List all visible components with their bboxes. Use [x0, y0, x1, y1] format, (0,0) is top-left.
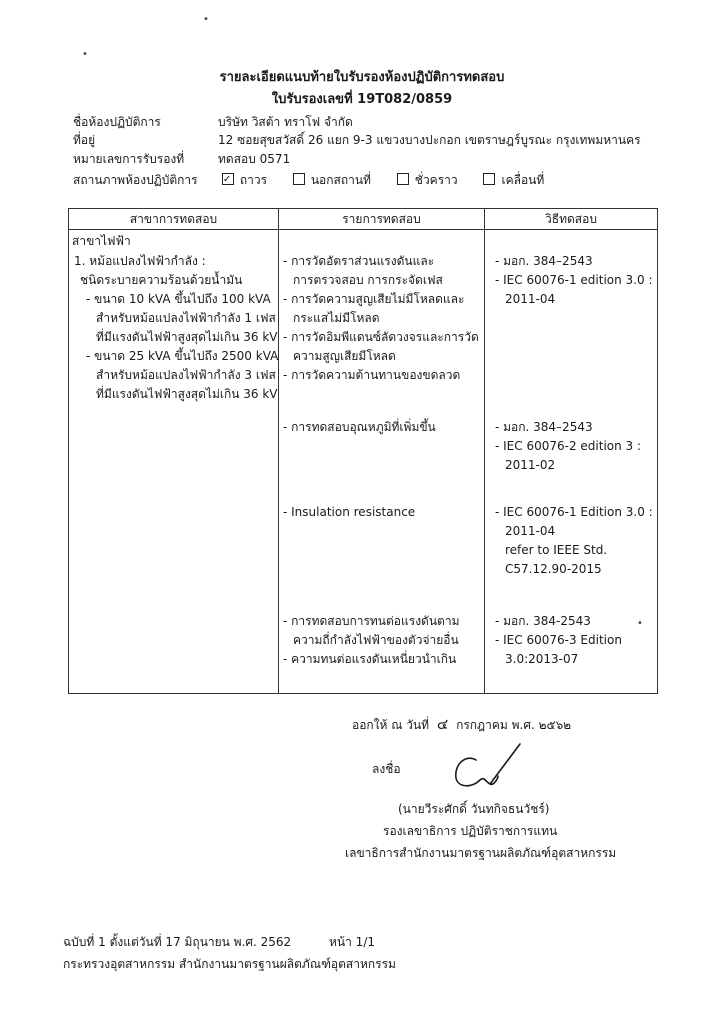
lab-name-label: ชื่อห้องปฏิบัติการ — [73, 115, 161, 129]
scope-table — [68, 208, 658, 694]
methods-cell — [485, 230, 658, 694]
method-line: - IEC 60076-1 edition 3.0 : — [495, 273, 653, 287]
method-line: 2011-04 — [505, 292, 556, 306]
method-line: C57.12.90-2015 — [505, 562, 602, 576]
accreditation-no-label: หมายเลขการรับรองที่ — [73, 152, 185, 166]
test-line: - การทดสอบการทนต่อแรงดันตาม — [283, 614, 460, 628]
test-line: - การวัดความต้านทานของขดลวด — [283, 368, 461, 382]
header-field: สาขาการทดสอบ — [69, 209, 279, 230]
status-row — [73, 171, 566, 189]
signer-position-2: เลขาธิการสำนักงานมาตรฐานผลิตภัณฑ์อุตสาหกรรม — [345, 846, 617, 860]
test-line: - ความทนต่อแรงดันเหนี่ยวนำเกิน — [283, 652, 457, 666]
header-methods: วิธีทดสอบ — [485, 209, 658, 230]
issued-date: ออกให้ ณ วันที่ ๔ กรกฎาคม พ.ศ. ๒๕๖๒ — [352, 715, 572, 733]
sign-label: ลงชื่อ — [372, 762, 401, 776]
field-line: ที่มีแรงดันไฟฟ้าสูงสุดไม่เกิน 36 kV — [96, 330, 278, 344]
address-value: 12 ซอยสุขสวัสดิ์ 26 แยก 9-3 แขวงบางปะกอก เขตราษฎร์บูรณะ กรุงเทพมหานคร — [218, 133, 641, 147]
page-number: หน้า 1/1 — [329, 935, 375, 949]
test-line: - การวัดอัตราส่วนแรงดันและ — [283, 254, 435, 268]
field-line: 1. หม้อแปลงไฟฟ้ากำลัง : — [74, 254, 206, 268]
test-line: - การวัดอิมพีแดนซ์ลัดวงจรและการวัด — [283, 330, 479, 344]
lab-name-row — [73, 113, 353, 131]
checked-box-icon — [222, 173, 234, 185]
field-line: - ขนาด 25 kVA ขึ้นไปถึง 2500 kVA — [86, 349, 279, 363]
handwritten-signature — [446, 738, 530, 798]
method-line: 3.0:2013-07 — [505, 652, 579, 666]
method-line: - IEC 60076-2 edition 3 : — [495, 439, 642, 453]
field-line: สำหรับหม้อแปลงไฟฟ้ากำลัง 3 เฟส — [96, 368, 276, 382]
field-cell — [69, 230, 279, 694]
status-mobile: เคลื่อนที่ — [483, 171, 544, 189]
test-line: ความถี่กำลังไฟฟ้าของตัวจ่ายอื่น — [293, 633, 459, 647]
test-line: - Insulation resistance — [283, 505, 416, 519]
accreditation-no-value: ทดสอบ 0571 — [218, 152, 291, 166]
tests-cell — [279, 230, 485, 694]
method-line: - มอก. 384–2543 — [495, 254, 593, 268]
table-header-row — [69, 209, 658, 230]
lab-name-value: บริษัท วิสต้า ทราโฟ จำกัด — [218, 115, 353, 129]
scan-speck: • — [203, 14, 209, 25]
scan-speck: • — [82, 49, 88, 60]
field-line: ชนิดระบายความร้อนด้วยน้ำมัน — [80, 273, 243, 287]
header-tests: รายการทดสอบ — [279, 209, 485, 230]
checkbox-icon — [397, 173, 409, 185]
field-line: - ขนาด 10 kVA ขึ้นไปถึง 100 kVA — [86, 292, 271, 306]
scan-speck: • — [637, 618, 643, 629]
address-label: ที่อยู่ — [73, 133, 96, 147]
field-line: สาขาไฟฟ้า — [72, 234, 131, 248]
signer-position: รองเลขาธิการ ปฏิบัติราชการแทน — [383, 824, 558, 838]
test-line: กระแสไม่มีโหลด — [293, 311, 380, 325]
field-line: สำหรับหม้อแปลงไฟฟ้ากำลัง 1 เฟส — [96, 311, 276, 325]
signer-name: (นายวีระศักดิ์ วันทกิจธนวัชร์) — [398, 802, 550, 816]
document-title: รายละเอียดแนบท้ายใบรับรองห้องปฏิบัติการทดสอบ — [219, 70, 505, 85]
table-row — [69, 230, 658, 694]
method-line: refer to IEEE Std. — [505, 543, 608, 557]
address-row — [73, 131, 641, 149]
method-line: 2011-04 — [505, 524, 556, 538]
test-line: - การทดสอบอุณหภูมิที่เพิ่มขึ้น — [283, 420, 436, 434]
method-line: - IEC 60076-3 Edition — [495, 633, 622, 647]
checkbox-icon — [483, 173, 495, 185]
field-line: ที่มีแรงดันไฟฟ้าสูงสุดไม่เกิน 36 kV — [96, 387, 278, 401]
method-line: - IEC 60076-1 Edition 3.0 : — [495, 505, 653, 519]
checkbox-icon — [293, 173, 305, 185]
test-line: การตรวจสอบ การกระจัดเฟส — [293, 273, 443, 287]
method-line: 2011-02 — [505, 458, 556, 472]
issue-info: ฉบับที่ 1 ตั้งแต่วันที่ 17 มิถุนายน พ.ศ. 2562 — [63, 935, 292, 949]
method-line: - มอก. 384-2543 — [495, 614, 591, 628]
certificate-number: ใบรับรองเลขที่ 19T082/0859 — [271, 92, 453, 107]
status-temporary: ชั่วคราว — [397, 171, 458, 189]
status-label: สถานภาพห้องปฏิบัติการ — [73, 173, 198, 187]
accreditation-row — [73, 150, 290, 168]
issued-day: ๔ — [436, 715, 449, 733]
method-line: - มอก. 384–2543 — [495, 420, 593, 434]
footer-issue-line — [63, 933, 375, 952]
test-line: - การวัดความสูญเสียไม่มีโหลดและ — [283, 292, 465, 306]
status-onsite: นอกสถานที่ — [293, 171, 371, 189]
footer-organization: กระทรวงอุตสาหกรรม สำนักงานมาตรฐานผลิตภัณฑ์อุตสาหกรรม — [63, 957, 396, 971]
status-permanent: ✓ ถาวร — [222, 171, 267, 189]
test-line: ความสูญเสียมีโหลด — [293, 349, 396, 363]
